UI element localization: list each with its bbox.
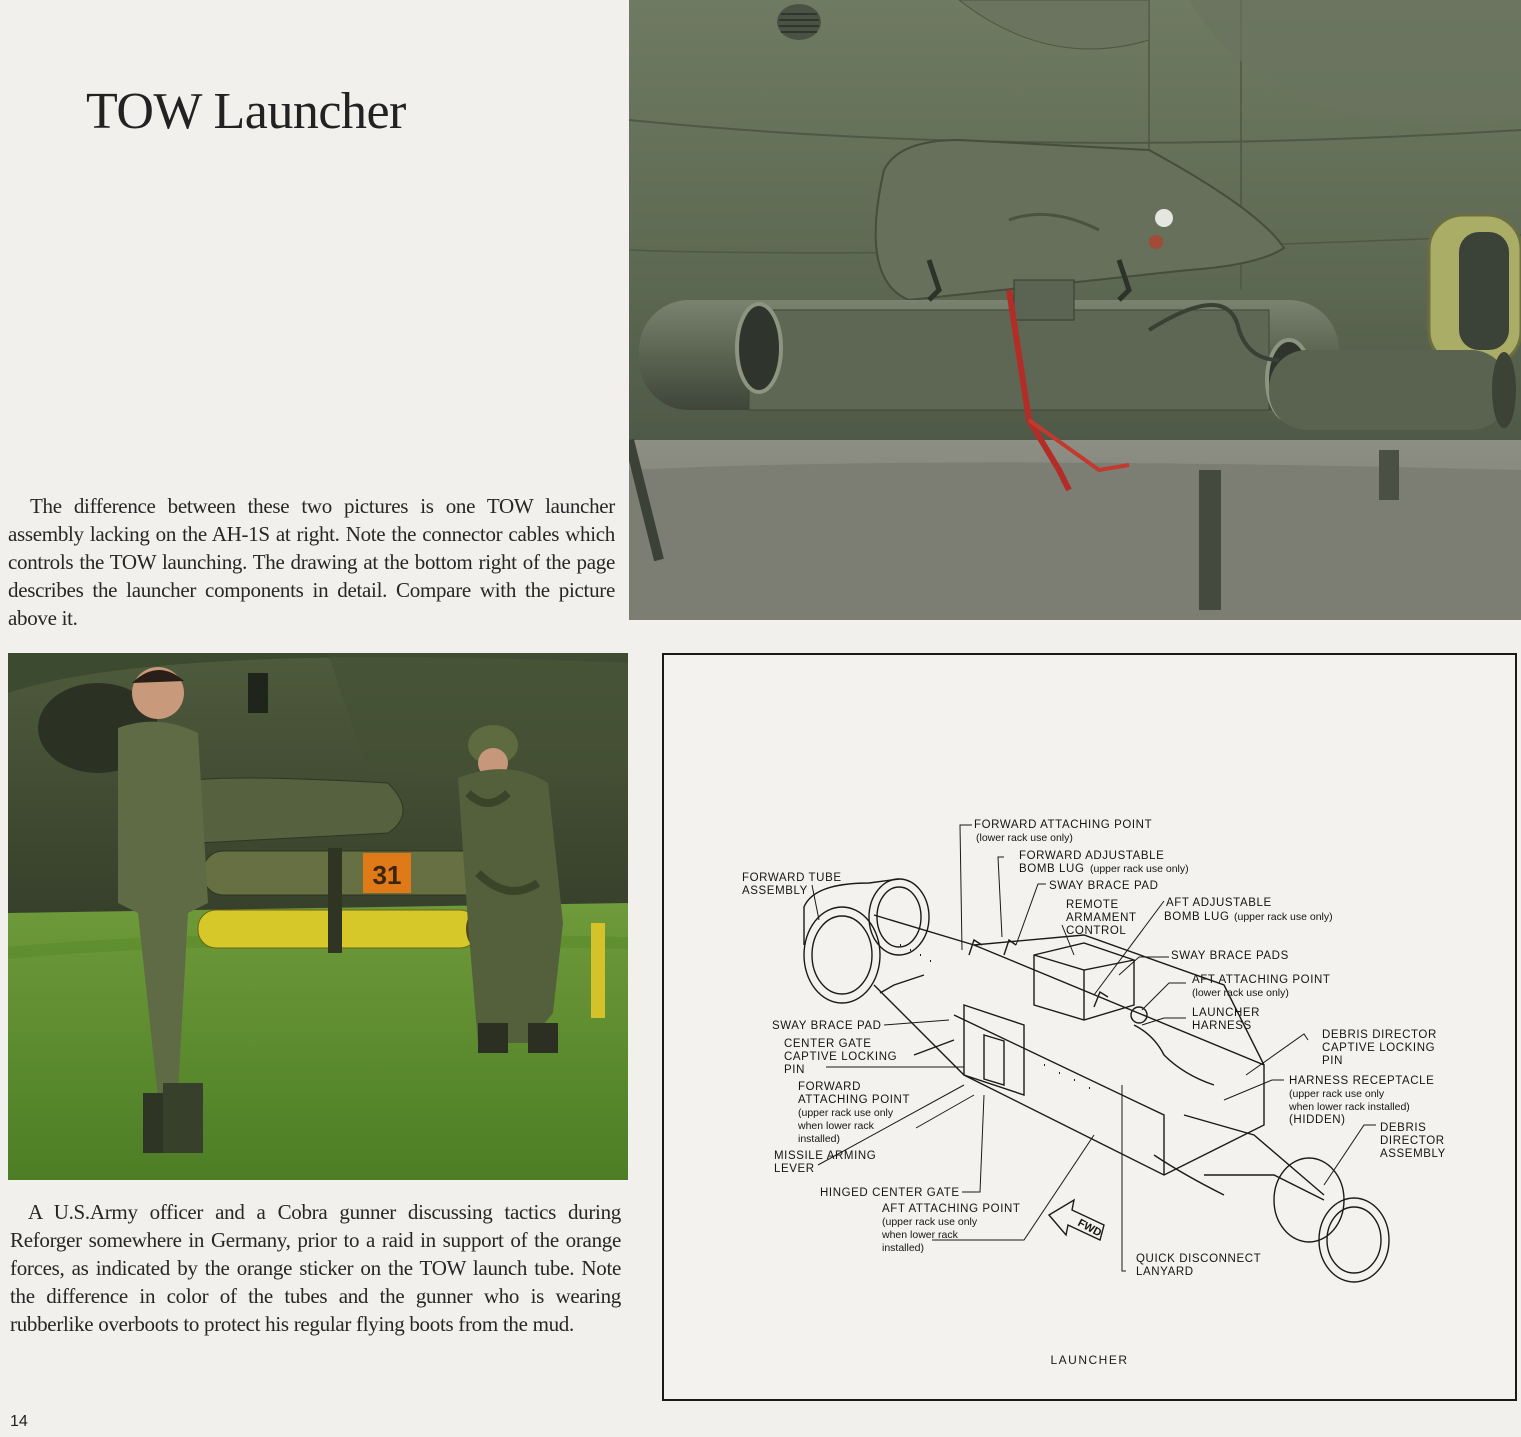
label-center-gate-pin: PIN [784,1064,805,1076]
page-title: TOW Launcher [86,83,406,140]
label-harness: HARNESS [1192,1020,1252,1032]
label-debris-pin: PIN [1322,1055,1343,1067]
label-lever: LEVER [774,1163,815,1175]
label-sway-brace-pad-left: SWAY BRACE PAD [772,1020,882,1032]
label-control: CONTROL [1066,925,1127,937]
label-forward-attaching-note-1: (upper rack use only [798,1107,894,1119]
diagram-caption: LAUNCHER [1050,1353,1129,1367]
label-forward-attaching-point: FORWARD ATTACHING POINT [974,819,1153,831]
label-aft-attaching-2-note-1: (upper rack use only [882,1216,978,1228]
label-harness-hidden: (HIDDEN) [1289,1114,1346,1126]
label-armament: ARMAMENT [1066,912,1137,924]
label-debris: DEBRIS [1380,1122,1427,1134]
label-harness-receptacle: HARNESS RECEPTACLE [1289,1075,1435,1087]
label-forward-bomb-lug: BOMB LUG [1019,863,1085,875]
label-forward-bomb-lug-note: (upper rack use only) [1090,863,1189,875]
label-center-gate: CENTER GATE [784,1038,872,1050]
launcher-diagram [662,653,1517,1401]
label-missile-arming: MISSILE ARMING [774,1150,877,1162]
bottom-photo-caption: A U.S.Army officer and a Cobra gunner discussing tactics during Reforger somewhere in Germany, prior to a raid in support of the orange forces, as indicated by the orange sticker on the TOW launch tube. Note the difference in color of the tubes and the gunner who is wearing rubberlike overboots to protect his regular flying boots from the mud. [10,1200,621,1336]
label-forward-attaching-note-2: when lower rack [798,1120,874,1132]
crew-photo [8,653,628,1180]
label-lanyard: LANYARD [1136,1266,1194,1278]
label-sway-brace-pad-top: SWAY BRACE PAD [1049,880,1159,892]
label-aft-attaching-point-note: (lower rack use only) [1192,987,1289,999]
label-director: DIRECTOR [1380,1135,1445,1147]
label-launcher: LAUNCHER [1192,1007,1261,1019]
label-debris-director: DEBRIS DIRECTOR [1322,1029,1437,1041]
label-aft-attaching-point: AFT ATTACHING POINT [1192,974,1331,986]
label-forward: FORWARD [798,1081,861,1093]
page-number: 14 [10,1413,28,1430]
label-forward-attaching: ATTACHING POINT [798,1094,911,1106]
label-forward-tube-assembly: ASSEMBLY [742,885,808,897]
label-assembly: ASSEMBLY [1380,1148,1446,1160]
label-forward-adjustable: FORWARD ADJUSTABLE [1019,850,1165,862]
label-debris-captive: CAPTIVE LOCKING [1322,1042,1436,1054]
label-harness-receptacle-note-1: (upper rack use only [1289,1088,1385,1100]
label-forward-attaching-note-3: installed) [798,1133,841,1145]
label-aft-attaching-2-note-2: when lower rack [882,1229,958,1241]
label-aft-bomb-lug: BOMB LUG [1164,911,1230,923]
label-aft-attaching-2-note-3: installed) [882,1242,925,1254]
launcher-pylon-photo [629,0,1521,620]
label-forward-tube: FORWARD TUBE [742,872,842,884]
label-aft-adjustable: AFT ADJUSTABLE [1166,897,1272,909]
label-quick-disconnect: QUICK DISCONNECT [1136,1253,1262,1265]
label-harness-receptacle-note-2: when lower rack installed) [1289,1101,1410,1113]
top-photo-caption: The difference between these two pictures is one TOW launcher assembly lacking on the AH-1S at right. Note the connector cables which controls the TOW launching. The drawing at the bottom right of the page describes the launcher components in detail. Compare with the picture above it. [8,494,615,630]
label-forward-attaching-point-note: (lower rack use only) [976,832,1073,844]
label-aft-attaching-point-2: AFT ATTACHING POINT [882,1203,1021,1215]
label-sway-brace-pads: SWAY BRACE PADS [1171,950,1289,962]
label-center-gate-captive: CAPTIVE LOCKING [784,1051,898,1063]
label-remote: REMOTE [1066,899,1119,911]
orange-sticker: 31 [372,860,402,890]
fwd-arrow-label: FWD [1075,1217,1104,1240]
label-hinged-center-gate: HINGED CENTER GATE [820,1187,960,1199]
label-aft-bomb-lug-note: (upper rack use only) [1234,911,1333,923]
